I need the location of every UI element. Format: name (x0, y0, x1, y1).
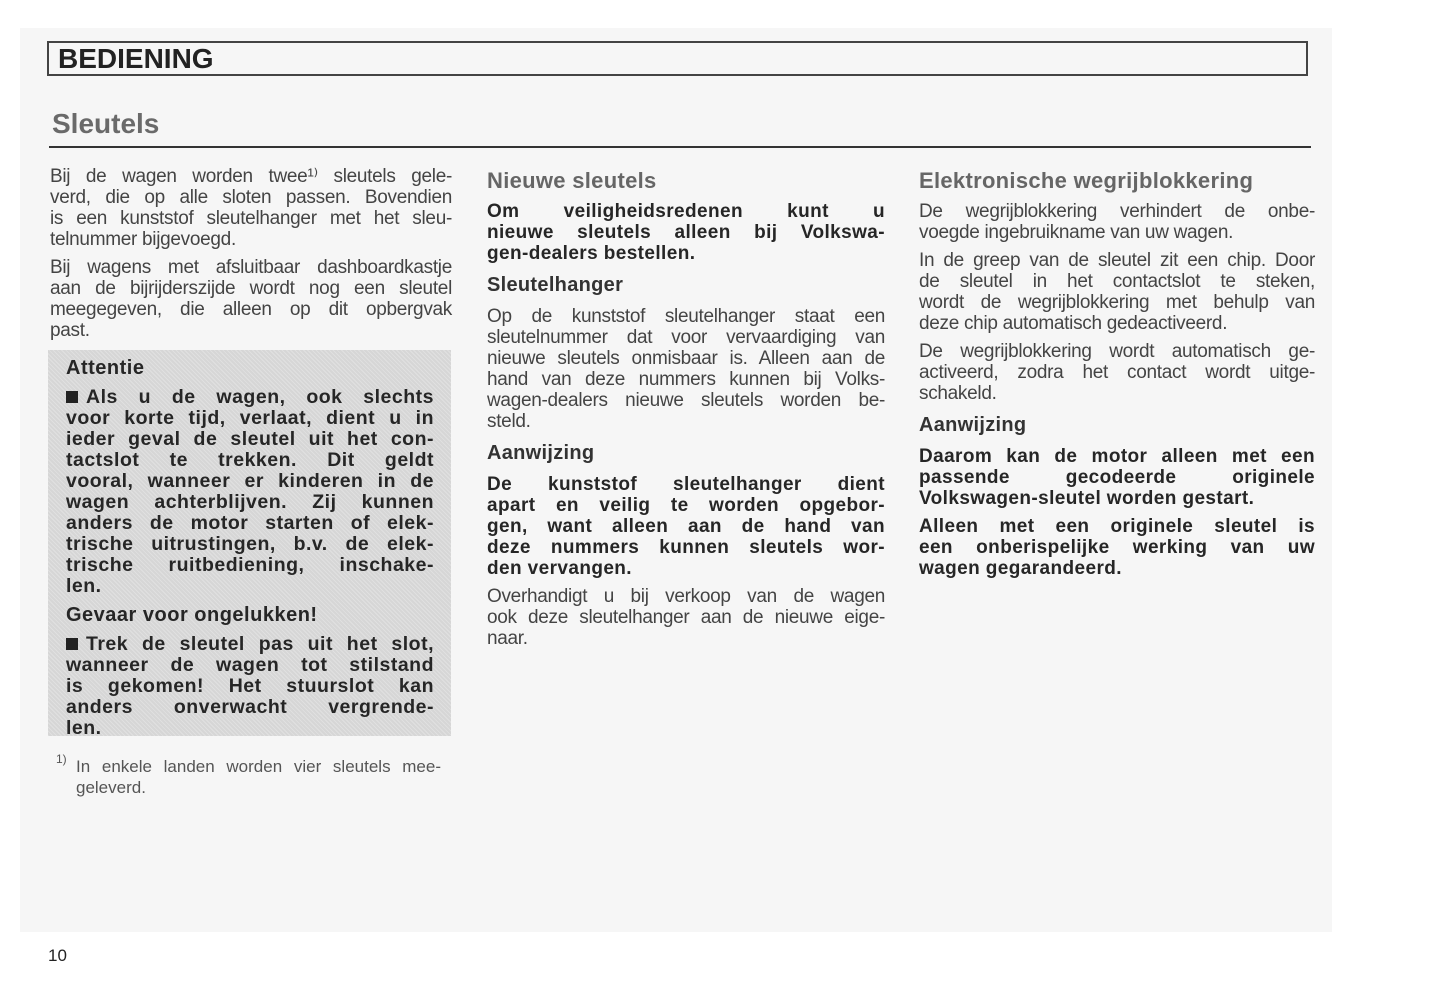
section-heading (487, 168, 885, 194)
text-line: deze nummers kunnen sleutels wor- (487, 537, 885, 558)
section-header-box (47, 41, 1308, 76)
text-line: Nieuwe sleutels (487, 168, 657, 193)
footnote (56, 752, 441, 798)
text-line: schakeld. (919, 383, 997, 404)
section-header: BEDIENING (58, 43, 214, 74)
text-line: voegde ingebruikname van uw wagen. (919, 222, 1234, 243)
bullet-square-icon (66, 391, 78, 403)
bold-paragraph (919, 516, 1315, 579)
text-line: past. (50, 320, 90, 341)
text-line: deze chip automatisch gedeactiveerd. (919, 313, 1228, 334)
text-line: Als u de wagen, ook slechts (66, 387, 434, 408)
bold-paragraph (66, 634, 434, 739)
text-line: wordt de wegrijblokkering met behulp van (919, 292, 1315, 313)
text-line: Attentie (66, 357, 145, 379)
text-line: is een kunststof sleutelhanger met het sleu- (50, 208, 452, 229)
bold-paragraph (66, 387, 434, 597)
column-1 (50, 166, 452, 348)
text-line: Aanwijzing (919, 414, 1027, 436)
text-line: wagen-dealers nieuwe sleutels worden be- (487, 390, 885, 411)
page-number: 10 (48, 946, 67, 965)
text-line: trische uitrustingen, b.v. de elek- (66, 533, 434, 555)
text-line: telnummer bijgevoegd. (50, 229, 236, 250)
text-line: apart en veilig te worden opgebor- (487, 495, 885, 516)
text-line: Overhandigt u bij verkoop van de wagen (487, 586, 885, 607)
column-2 (487, 168, 885, 656)
paragraph (919, 250, 1315, 334)
text-line: Daarom kan de motor alleen met een (919, 446, 1315, 467)
text-line: anders de motor starten of elek- (66, 512, 434, 534)
text-line: geleverd. (76, 778, 146, 797)
text-line: activeerd, zodra het contact wordt uitge- (919, 362, 1315, 383)
text-line: nieuwe sleutels alleen bij Volkswa- (487, 222, 885, 243)
paragraph (50, 257, 452, 341)
text-line: De wegrijblokkering verhindert de onbe- (919, 201, 1315, 222)
text-line: wanneer de wagen tot stilstand (66, 654, 434, 676)
text-line: gen, want alleen aan de hand van (487, 516, 885, 537)
text-line: is gekomen! Het stuurslot kan (66, 675, 434, 697)
text-line: steld. (487, 411, 531, 432)
text-line: Elektronische wegrijblokkering (919, 168, 1254, 193)
text-line: Trek de sleutel pas uit het slot, (66, 634, 434, 655)
text-line: Alleen met een originele sleutel is (919, 516, 1315, 537)
text-line: ieder geval de sleutel uit het con- (66, 428, 434, 450)
subheading (487, 439, 885, 467)
text-line: Op de kunststof sleutelhanger staat een (487, 306, 885, 327)
bold-paragraph (487, 474, 885, 579)
text-line: Sleutelhanger (487, 274, 624, 296)
text-line: Gevaar voor ongelukken! (66, 604, 318, 626)
text-line: passende gecodeerde originele (919, 467, 1315, 488)
text-line: naar. (487, 628, 528, 649)
text-line: hand van deze nummers kunnen bij Volks- (487, 369, 885, 390)
text-line: Volkswagen-sleutel worden gestart. (919, 488, 1255, 509)
text-line: voor korte tijd, verlaat, dient u in (66, 407, 434, 429)
text-line: den vervangen. (487, 558, 632, 579)
text-line: In enkele landen worden vier sleutels mee- (76, 757, 441, 776)
text-line: sleutelnummer dat voor vervaardiging van (487, 327, 885, 348)
text-line: Om veiligheidsredenen kunt u (487, 201, 885, 222)
text-line: gen-dealers bestellen. (487, 243, 696, 264)
text-line: ook deze sleutelhanger aan de nieuwe eige- (487, 607, 885, 628)
text-line: Aanwijzing (487, 442, 595, 464)
footnote-text (76, 756, 441, 798)
section-heading (919, 168, 1315, 194)
text-line: De kunststof sleutelhanger dient (487, 474, 885, 495)
paragraph (487, 586, 885, 649)
text-line: De wegrijblokkering wordt automatisch ge- (919, 341, 1315, 362)
subheading (66, 604, 434, 627)
text-line: Bij wagens met afsluitbaar dashboardkastje (50, 257, 452, 278)
text-line: meegegeven, die alleen op dit opbergvak (50, 299, 452, 320)
text-line: anders onverwacht vergrende- (66, 696, 434, 718)
text-line: tactslot te trekken. Dit geldt (66, 449, 434, 471)
subheading (919, 411, 1315, 439)
paragraph (50, 166, 452, 250)
column-3 (919, 168, 1315, 586)
bold-paragraph (487, 201, 885, 264)
subheading (487, 271, 885, 299)
text-line: len. (66, 717, 102, 739)
text-line: len. (66, 575, 102, 597)
text-line: verd, die op alle sloten passen. Bovendien (50, 187, 452, 208)
bullet-square-icon (66, 638, 78, 650)
warning-box (48, 350, 451, 739)
paragraph (919, 341, 1315, 404)
text-line: Bij de wagen worden twee¹⁾ sleutels gele- (50, 166, 452, 187)
text-line: aan de bijrijderszijde wordt nog een sleutel (50, 278, 452, 299)
text-line: nieuwe sleutels onmisbaar is. Alleen aan de (487, 348, 885, 369)
text-line: vooral, wanneer er kinderen in de (66, 470, 434, 492)
subheading (66, 357, 434, 380)
bold-paragraph (919, 446, 1315, 509)
title-rule (49, 146, 1311, 148)
footnote-marker: 1) (56, 752, 67, 766)
text-line: wagen gegarandeerd. (919, 558, 1122, 579)
paragraph (919, 201, 1315, 243)
paragraph (487, 306, 885, 432)
text-line: wagen achterblijven. Zij kunnen (66, 491, 434, 513)
page-title: Sleutels (52, 108, 160, 139)
text-line: de sleutel in het contactslot te steken, (919, 271, 1315, 292)
text-line: trische ruitbediening, inschake- (66, 554, 434, 576)
text-line: een onberispelijke werking van uw (919, 537, 1315, 558)
text-line: In de greep van de sleutel zit een chip. Door (919, 250, 1315, 271)
